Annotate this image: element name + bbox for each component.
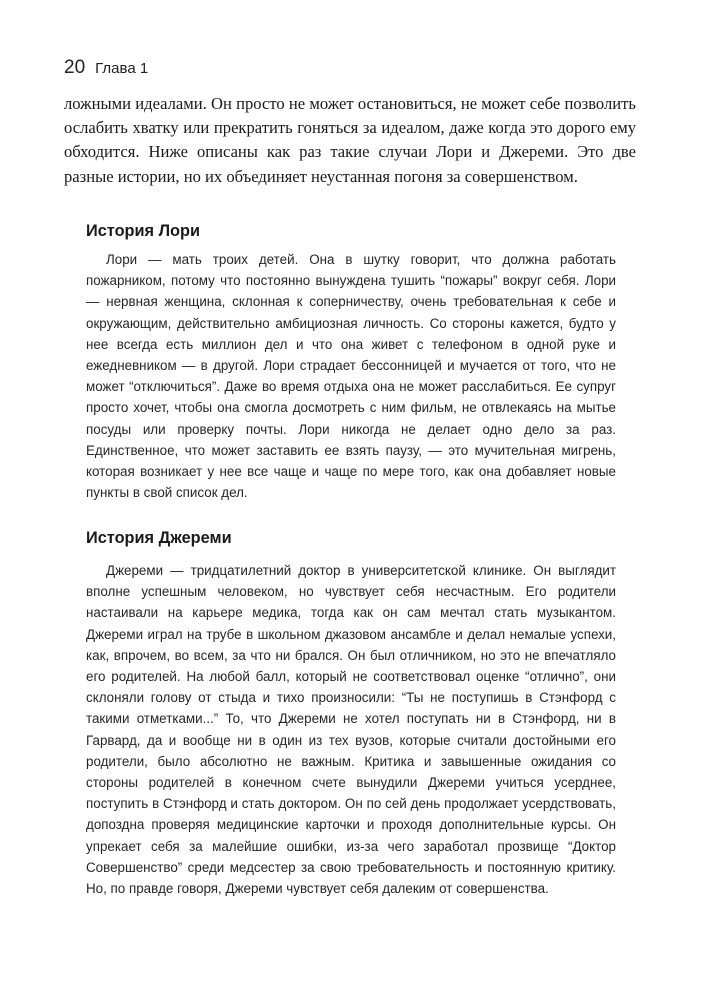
story-text-lori: Лори — мать троих детей. Она в шутку говорит, что должна работать пожарником, потому что постоянно вынуждена тушить “пожары” вокруг себя. Лори — нервная женщина, склонная к соперничеству, очень требовательная к себе и окружающим, действительно амбициозная личность. Со стороны кажется, будто у нее всегда есть миллион дел и что она живет с телефоном в одной руке и ежедневником — в другой. Лори страдает бессонницей и мучается от того, что не может “отключиться”. Даже во время отдыха она не может расслабиться. Ее супруг просто хочет, чтобы она смогла досмотреть с ним фильм, не отвлекаясь на мытье посуды или проверку почты. Лори никогда не делает одно дело за раз. Единственное, что может заставить ее взять паузу, — это мучительная мигрень, которая возникает у нее все чаще и чаще по мере того, как она добавляет новые пункты в свой список дел.	[86, 252, 616, 501]
story-heading-lori: История Лори	[86, 221, 201, 240]
story-text-jeremy: Джереми — тридцатилетний доктор в университетской клинике. Он выглядит вполне успешным человеком, но чувствует себя несчастным. Его родители настаивали на карьере медика, тогда как он сам мечтал стать музыкантом. Джереми играл на трубе в школьном джазовом ансамбле и делал немалые успехи, как, впрочем, во всем, за что ни брался. Он был отличником, но это не впечатляло его родителей. На любой балл, который не соответствовал оценке “отлично”, они склоняли голову от стыда и тихо произносили: “Ты не поступишь в Стэнфорд с такими отметками...” То, что Джереми не хотел поступать ни в Стэнфорд, ни в Гарвард, да и вообще ни в один из тех вузов, которые считали достойными его родители, было абсолютно не важным. Критика и завышенные ожидания со стороны родителей в конечном счете вынудили Джереми учиться усерднее, поступить в Стэнфорд и стать доктором. Он по сей день продолжает усердствовать, допоздна проверяя медицинские карточки и проходя дополнительные курсы. Он упрекает себя за малейшие ошибки, из-за чего заработал прозвище “Доктор Совершенство” среди медсестер за свою требовательность и постоянную критику. Но, по правде говоря, Джереми чувствует себя далеким от совершенства.	[86, 563, 616, 897]
chapter-title: Глава 1	[95, 60, 149, 77]
story-heading-jeremy: История Джереми	[86, 528, 232, 547]
page-header	[64, 57, 148, 79]
intro-paragraph: ложными идеалами. Он просто не может остановиться, не может себе позволить ослабить хватку или прекратить гоняться за идеалом, даже когда это дорого ему обходится. Ниже описаны как раз такие случаи Лори и Джереми. Это две разные истории, но их объединяет неустанная погоня за совершенством.	[64, 94, 636, 186]
page-number: 20	[64, 57, 86, 78]
